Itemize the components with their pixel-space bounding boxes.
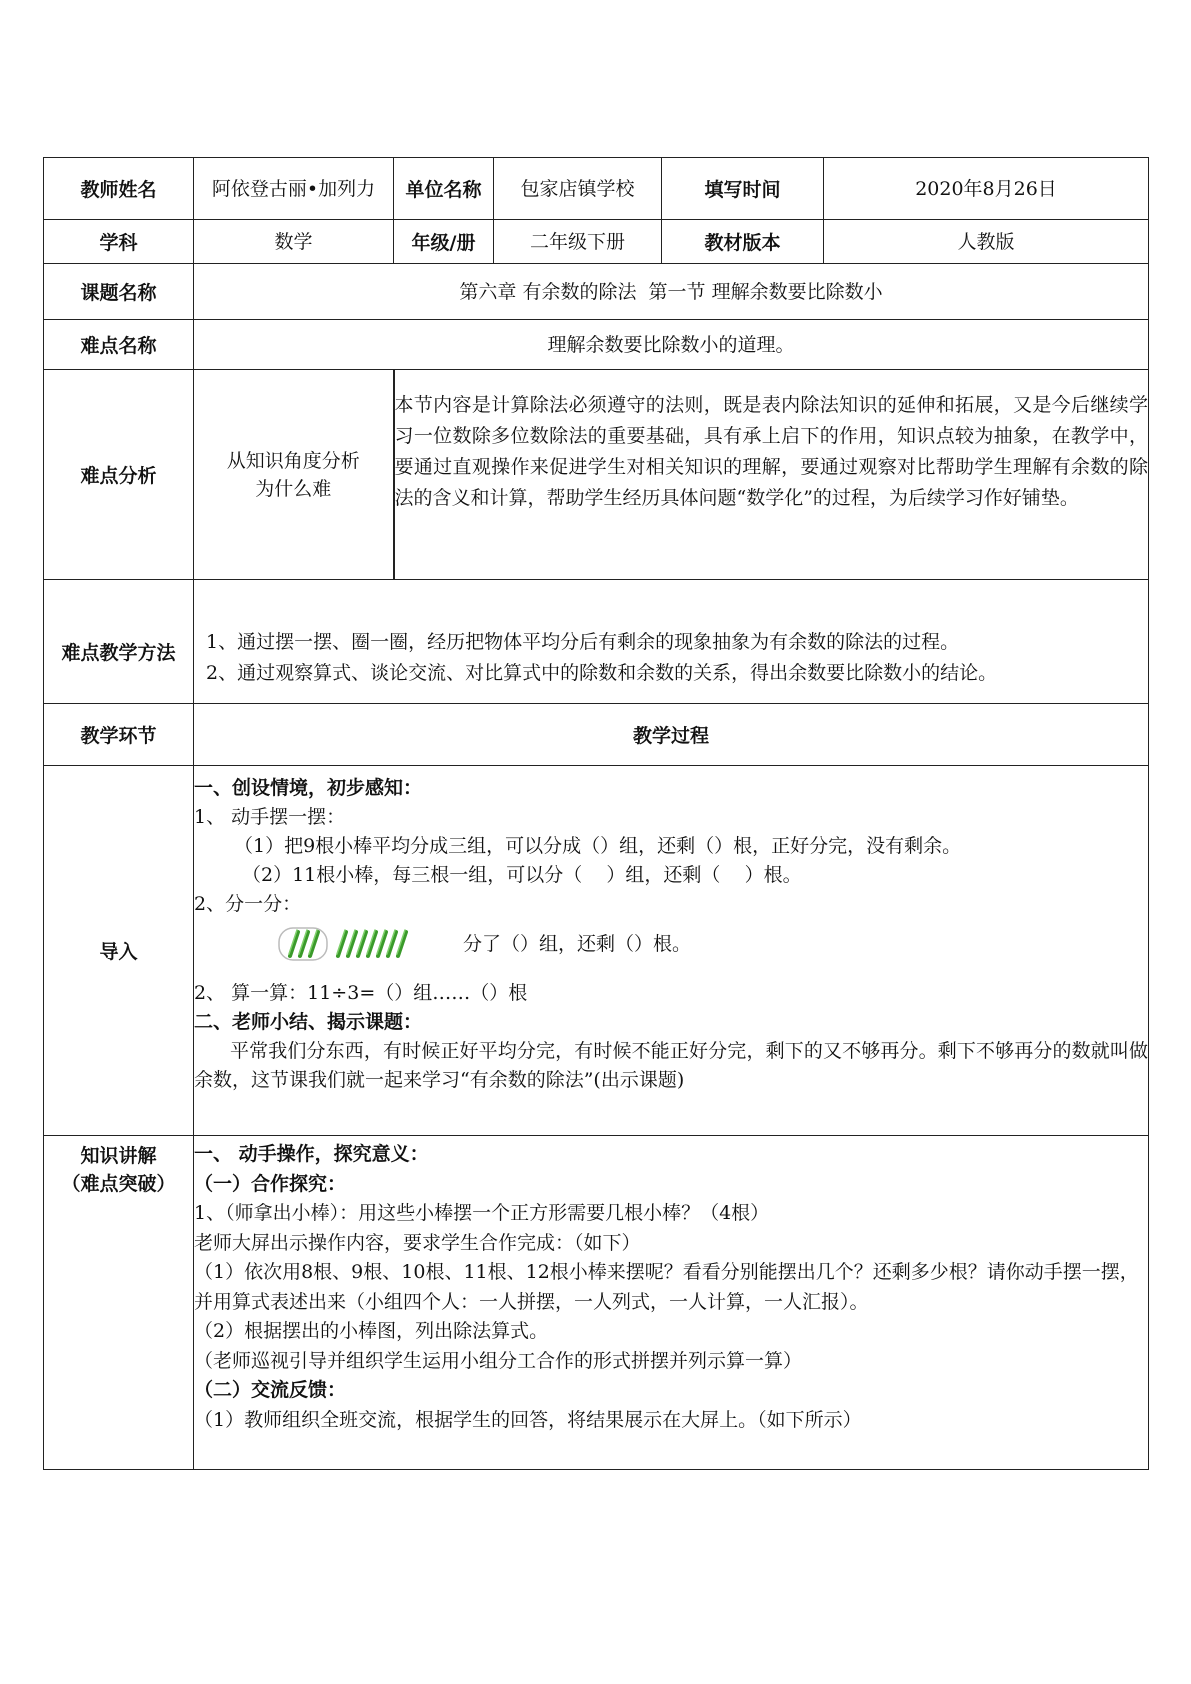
intro-heading-2: 二、老师小结、揭示课题： [194, 1011, 423, 1033]
topic-row [44, 264, 1149, 320]
knowledge-row [44, 1136, 1149, 1470]
knowledge-line-6: （1）教师组织全班交流，根据学生的回答，将结果展示在大屏上。（如下所示） [194, 1408, 862, 1431]
intro-content [194, 766, 1149, 1136]
intro-line-2: （1）把9根小棒平均分成三组，可以分成（）组，还剩（）根，正好分完，没有剩余。 [234, 835, 962, 857]
method-label: 难点教学方法 [44, 580, 194, 704]
knowledge-sub-1: （一）合作探究： [194, 1172, 347, 1195]
intro-line-4: 2、分一分： [194, 893, 302, 915]
knowledge-line-3: （1）依次用8根、9根、10根、11根、12根小棒来摆呢？看看分别能摆出几个？还剩多少根？请你动手摆一摆，并用算式表述出来（小组四个人：一人拼摆，一人列式，一人计算，一人汇报）。 [194, 1261, 1139, 1313]
intro-summary: 平常我们分东西，有时候正好平均分完，有时候不能正好分完，剩下的又不够再分。剩下不够再分的数就叫做余数，这节课我们就一起来学习“有余数的除法”(出示课题) [194, 1040, 1148, 1091]
analysis-sub-label: 从知识角度分析为什么难 [194, 370, 394, 580]
knowledge-label-line-1: 知识讲解 [80, 1145, 157, 1167]
topic-label: 课题名称 [44, 264, 194, 320]
lesson-plan-table [43, 157, 1149, 1470]
unit-name: 包家店镇学校 [494, 158, 662, 220]
teacher-name: 阿依登古丽•加列力 [194, 158, 394, 220]
edition-label: 教材版本 [662, 220, 824, 264]
intro-line-3: （2）11根小棒，每三根一组，可以分（ ）组，还剩（ ）根。 [242, 864, 802, 886]
knowledge-content [194, 1136, 1149, 1470]
analysis-text: 本节内容是计算除法必须遵守的法则，既是表内除法知识的延伸和拓展，又是今后继续学习一位数除多位数除法的重要基础，具有承上启下的作用，知识点较为抽象，在教学中，要通过直观操作来促进学生对相关知识的理解，要通过观察对比帮助学生理解有余数的除法的含义和计算，帮助学生经历具体问题“数学化”的过程，为后续学习作好铺垫。 [394, 370, 1149, 580]
date-label: 填写时间 [662, 158, 824, 220]
knowledge-line-2: 老师大屏出示操作内容，要求学生合作完成：（如下） [194, 1231, 641, 1254]
method-row [44, 580, 1149, 704]
knowledge-heading-1: 一、 动手操作，探究意义： [194, 1143, 429, 1165]
unit-label: 单位名称 [394, 158, 494, 220]
knowledge-label [44, 1136, 194, 1470]
intro-row [44, 766, 1149, 1136]
header-row-1 [44, 158, 1149, 220]
knowledge-line-4: （2）根据摆出的小棒图，列出除法算式。 [194, 1320, 549, 1342]
analysis-row [44, 370, 1149, 580]
teacher-label: 教师姓名 [44, 158, 194, 220]
difficulty-label: 难点名称 [44, 320, 194, 370]
date-value: 2020年8月26日 [824, 158, 1149, 220]
sticks-illustration [278, 927, 413, 961]
intro-line-5: 2、 算一算：11÷3=（）组……（）根 [194, 982, 528, 1004]
method-line-2: 2、通过观察算式、谈论交流、对比算式中的除数和余数的关系，得出余数要比除数小的结论。 [206, 661, 998, 684]
intro-line-1: 1、 动手摆一摆： [194, 806, 346, 828]
grade-label: 年级/册 [394, 220, 494, 264]
grade-value: 二年级下册 [494, 220, 662, 264]
method-lines [194, 580, 1149, 704]
difficulty-row [44, 320, 1149, 370]
header-row-2 [44, 220, 1149, 264]
process-header-row [44, 704, 1149, 766]
analysis-label: 难点分析 [44, 370, 194, 580]
sticks-figure-row [194, 919, 1148, 969]
knowledge-line-5: （老师巡视引导并组织学生运用小组分工合作的形式拼摆并列示算一算） [194, 1349, 803, 1372]
intro-heading-1: 一、创设情境，初步感知： [194, 777, 423, 799]
intro-label: 导入 [44, 766, 194, 1136]
knowledge-sub-2: （二）交流反馈： [194, 1379, 347, 1401]
topic-value: 第六章 有余数的除法 第一节 理解余数要比除数小 [194, 264, 1149, 320]
knowledge-label-line-2: （难点突破） [61, 1173, 176, 1195]
process-stage-label: 教学环节 [44, 704, 194, 766]
difficulty-value: 理解余数要比除数小的道理。 [194, 320, 1149, 370]
sticks-caption: 分了（）组，还剩（）根。 [463, 932, 692, 955]
knowledge-line-1: 1、（师拿出小棒）：用这些小棒摆一个正方形需要几根小棒？（4根） [194, 1202, 770, 1224]
process-title: 教学过程 [194, 704, 1149, 766]
subject-label: 学科 [44, 220, 194, 264]
subject-value: 数学 [194, 220, 394, 264]
edition-value: 人教版 [824, 220, 1149, 264]
method-line-1: 1、通过摆一摆、圈一圈，经历把物体平均分后有剩余的现象抽象为有余数的除法的过程。 [206, 630, 960, 653]
